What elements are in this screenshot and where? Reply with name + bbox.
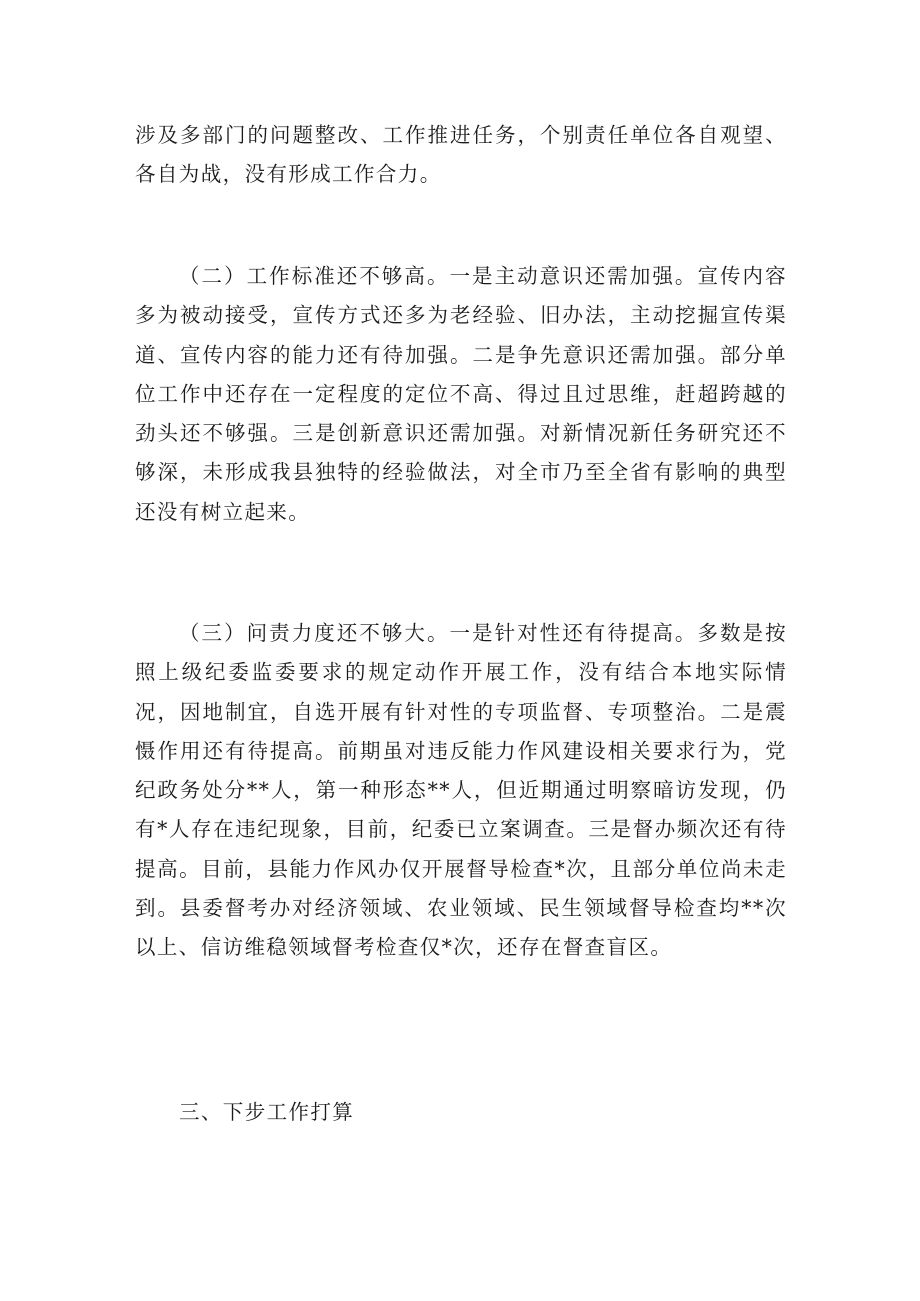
paragraph-work-standards: （二）工作标准还不够高。一是主动意识还需加强。宣传内容多为被动接受，宣传方式还多为老经验、旧办法，主动挖掘宣传渠道、宣传内容的能力还有待加强。二是争先意识还需加强。部分单位工作中还存在一定程度的定位不高、得过且过思维，赶超跨越的劲头还不够强。三是创新意识还需加强。对新情况新任务研究还不够深，未形成我县独特的经验做法，对全市乃至全省有影响的典型还没有树立起来。 — [135, 264, 787, 524]
paragraph-accountability: （三）问责力度还不够大。一是针对性还有待提高。多数是按照上级纪委监委要求的规定动作开展工作，没有结合本地实际情况，因地制宜，自选开展有针对性的专项监督、专项整治。二是震慑作用还有待提高。前期虽对违反能力作风建设相关要求行为，党纪政务处分**人，第一种形态**人，但近期通过明察暗访发现，仍有*人存在违纪现象，目前，纪委已立案调查。三是督办频次还有待提高。目前，县能力作风办仅开展督导检查*次，且部分单位尚未走到。县委督考办对经济领域、农业领域、民生领域督导检查均**次以上、信访维稳领域督考检查仅*次，还存在督查盲区。 — [135, 621, 787, 960]
paragraph-continuation: 涉及多部门的问题整改、工作推进任务，个别责任单位各自观望、各自为战，没有形成工作合力。 — [135, 123, 787, 187]
section-heading-next-steps: 三、下步工作打算 — [179, 1100, 355, 1124]
